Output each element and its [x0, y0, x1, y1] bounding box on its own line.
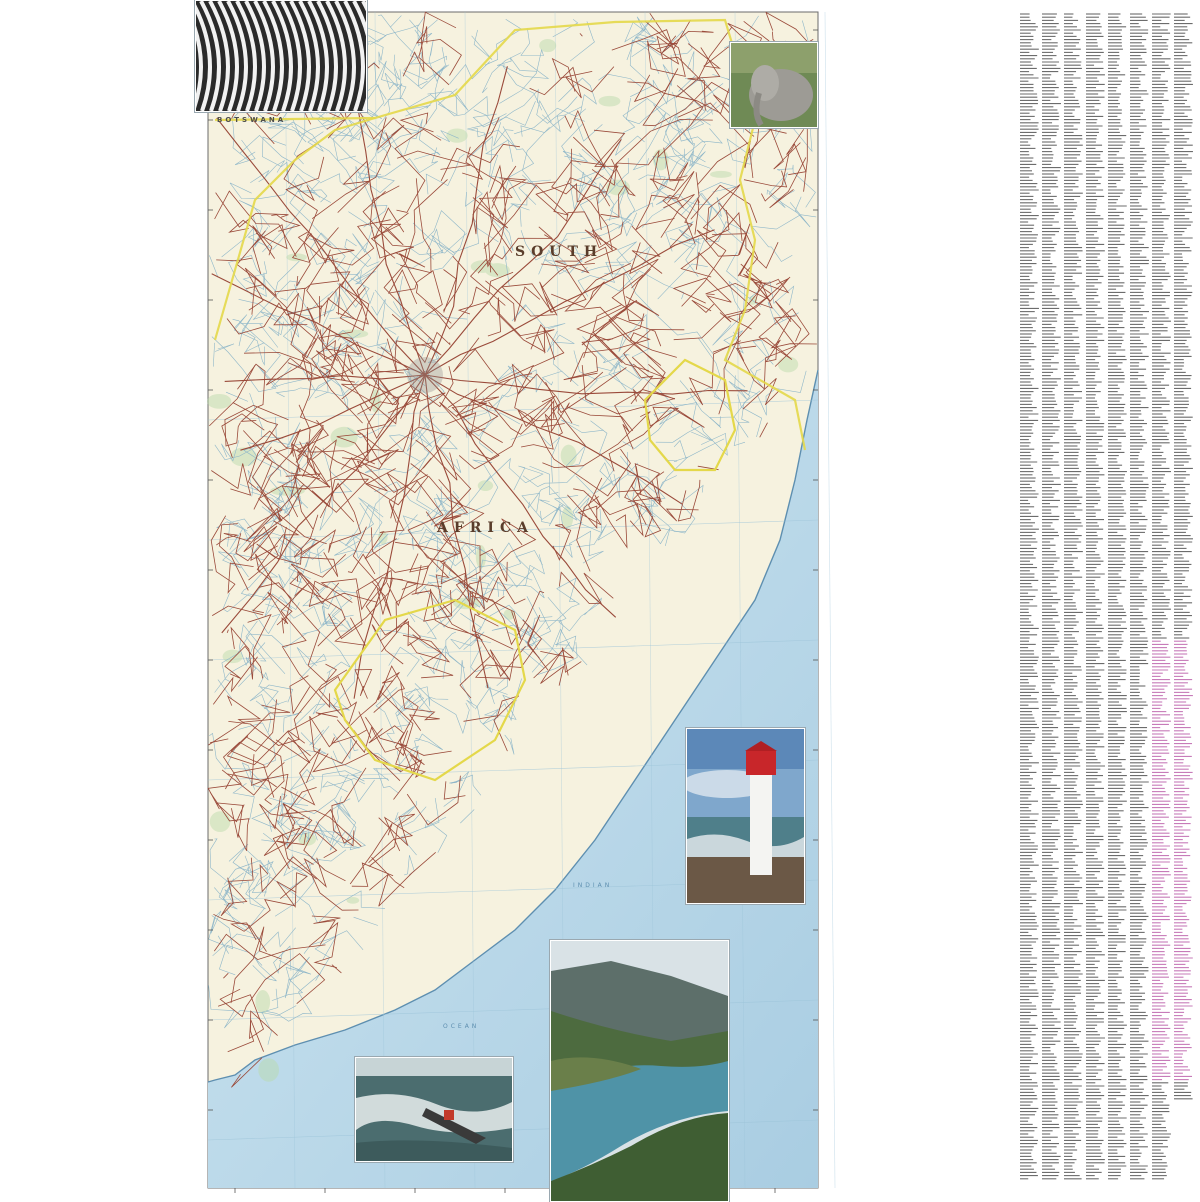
place-name-index: [1000, 0, 1200, 1200]
elephant-photo: [730, 42, 818, 128]
city-cluster: [407, 357, 443, 393]
ocean-label-indian: INDIAN: [573, 882, 613, 889]
place-name-index-text-columns: [1000, 0, 1200, 1200]
canyon-photo: [550, 940, 729, 1202]
ocean-label-ocean: OCEAN: [443, 1023, 480, 1030]
boat-in-surf-photo: [355, 1057, 513, 1162]
country-label-south: SOUTH: [515, 244, 604, 260]
country-label-africa: AFRICA: [437, 520, 534, 536]
zebra-photo: [195, 0, 367, 112]
lighthouse-photo: [686, 728, 805, 904]
neighbor-label-botswana: BOTSWANA: [217, 116, 287, 124]
map-poster: [195, 0, 1000, 1200]
